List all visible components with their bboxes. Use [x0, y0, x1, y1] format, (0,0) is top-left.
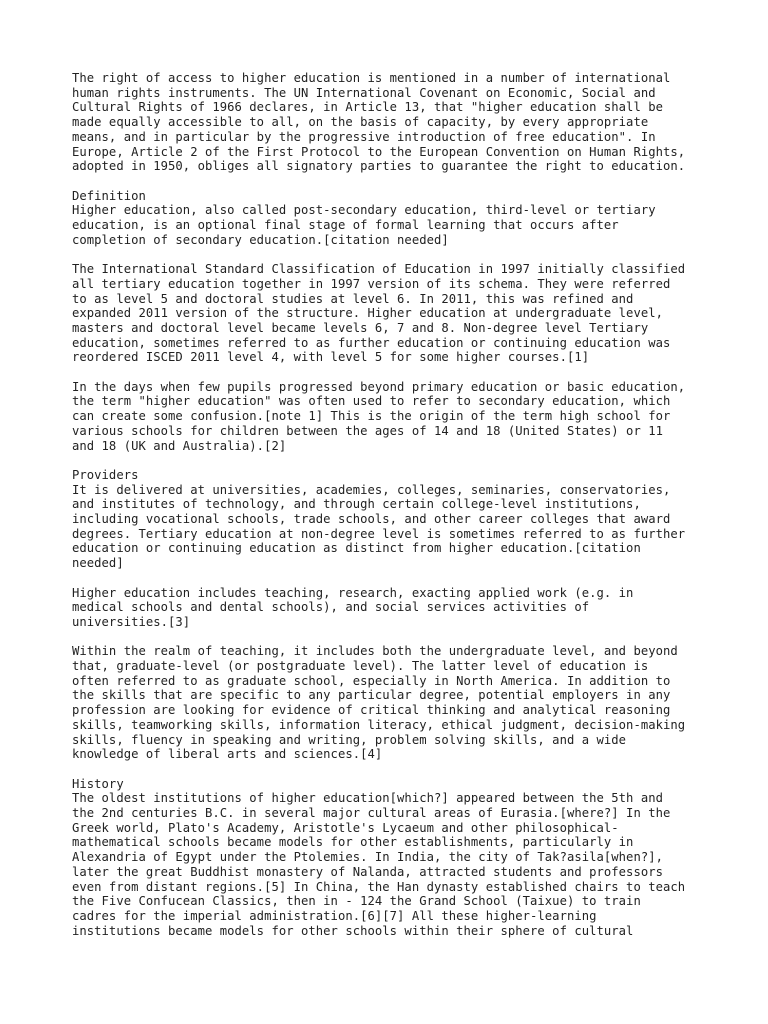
paragraph-right-of-access: The right of access to higher education is mentioned in a number of international human rights instruments. The UN International Covenant on Economic, Social and Cultural Rights of 1966 declares, in Article 13, that "higher education shall be made equally accessible to all, on the basis of capacity, by every appropriate means, and in particular by the progressive introduction of free education". In Europe, Article 2 of the First Protocol to the European Convention on Human Rights, adopted in 1950, obliges all signatory parties to guarantee the right to education. — [72, 71, 686, 174]
paragraph-gap — [72, 365, 712, 380]
paragraph-teaching: Within the realm of teaching, it includes both the undergraduate level, and beyond that, graduate-level (or postgraduate level). The latter level of education is often referred to as graduate school, especially in North America. In addition to the skills that are specific to any particular degree, potential employers in any profession are looking for evidence of critical thinking and analytical reasoning skills, teamworking skills, information literacy, ethical judgment, decision-making skills, fluency in speaking and writing, problem solving skills, and a wide knowledge of liberal arts and sciences.[4] — [72, 644, 686, 762]
paragraph-historical-term: In the days when few pupils progressed beyond primary education or basic education, the term "higher education" was often used to refer to secondary education, which can create some confusion.[note 1] This is the origin of the term high school for various schools for children between the ages of 14 and 18 (United States) or 11 and 18 (UK and Australia).[2] — [72, 379, 686, 453]
paragraph-gap — [72, 247, 712, 262]
paragraph-gap — [72, 174, 712, 189]
paragraph-gap — [72, 453, 712, 468]
section-heading-definition: Definition — [72, 188, 146, 203]
paragraph-gap — [72, 630, 712, 645]
paragraph-gap — [72, 762, 712, 777]
paragraph-gap — [72, 571, 712, 586]
section-heading-providers: Providers — [72, 467, 139, 482]
document-page — [72, 71, 712, 938]
paragraph-activities: Higher education includes teaching, research, exacting applied work (e.g. in medical schools and dental schools), and social services activities of universities.[3] — [72, 585, 634, 629]
paragraph-providers: It is delivered at universities, academies, colleges, seminaries, conservatories, and institutes of technology, and through certain college-level institutions, including vocational schools, trade schools, and other career colleges that award degrees. Tertiary education at non-degree level is sometimes referred to as further education or continuing education as distinct from higher education.[citation needed] — [72, 482, 686, 571]
paragraph-isced: The International Standard Classification of Education in 1997 initially classified all tertiary education together in 1997 version of its schema. They were referred to as level 5 and doctoral studies at level 6. In 2011, this was refined and expanded 2011 version of the structure. Higher education at undergraduate level, masters and doctoral level became levels 6, 7 and 8. Non-degree level Tertiary education, sometimes referred to as further education or continuing education was reordered ISCED 2011 level 4, with level 5 for some higher courses.[1] — [72, 262, 686, 365]
paragraph-definition: Higher education, also called post-secondary education, third-level or tertiary education, is an optional final stage of formal learning that occurs after completion of secondary education.[citation needed] — [72, 203, 656, 247]
paragraph-history: The oldest institutions of higher education[which?] appeared between the 5th and the 2nd centuries B.C. in several major cultural areas of Eurasia.[where?] In the Greek world, Plato's Academy, Aristotle's Lycaeum and other philosophical- mathematical schools became models for other establishments, particularly in Alexandria of Egypt under the Ptolemies. In India, the city of Tak?asila[when?], later the great Buddhist monastery of Nalanda, attracted students and professors even from distant regions.[5] In China, the Han dynasty established chairs to teach the Five Confucean Classics, then in - 124 the Grand School (Taixue) to train cadres for the imperial administration.[6][7] All these higher-learning institutions became models for other schools within their sphere of cultural — [72, 791, 686, 938]
section-heading-history: History — [72, 776, 124, 791]
